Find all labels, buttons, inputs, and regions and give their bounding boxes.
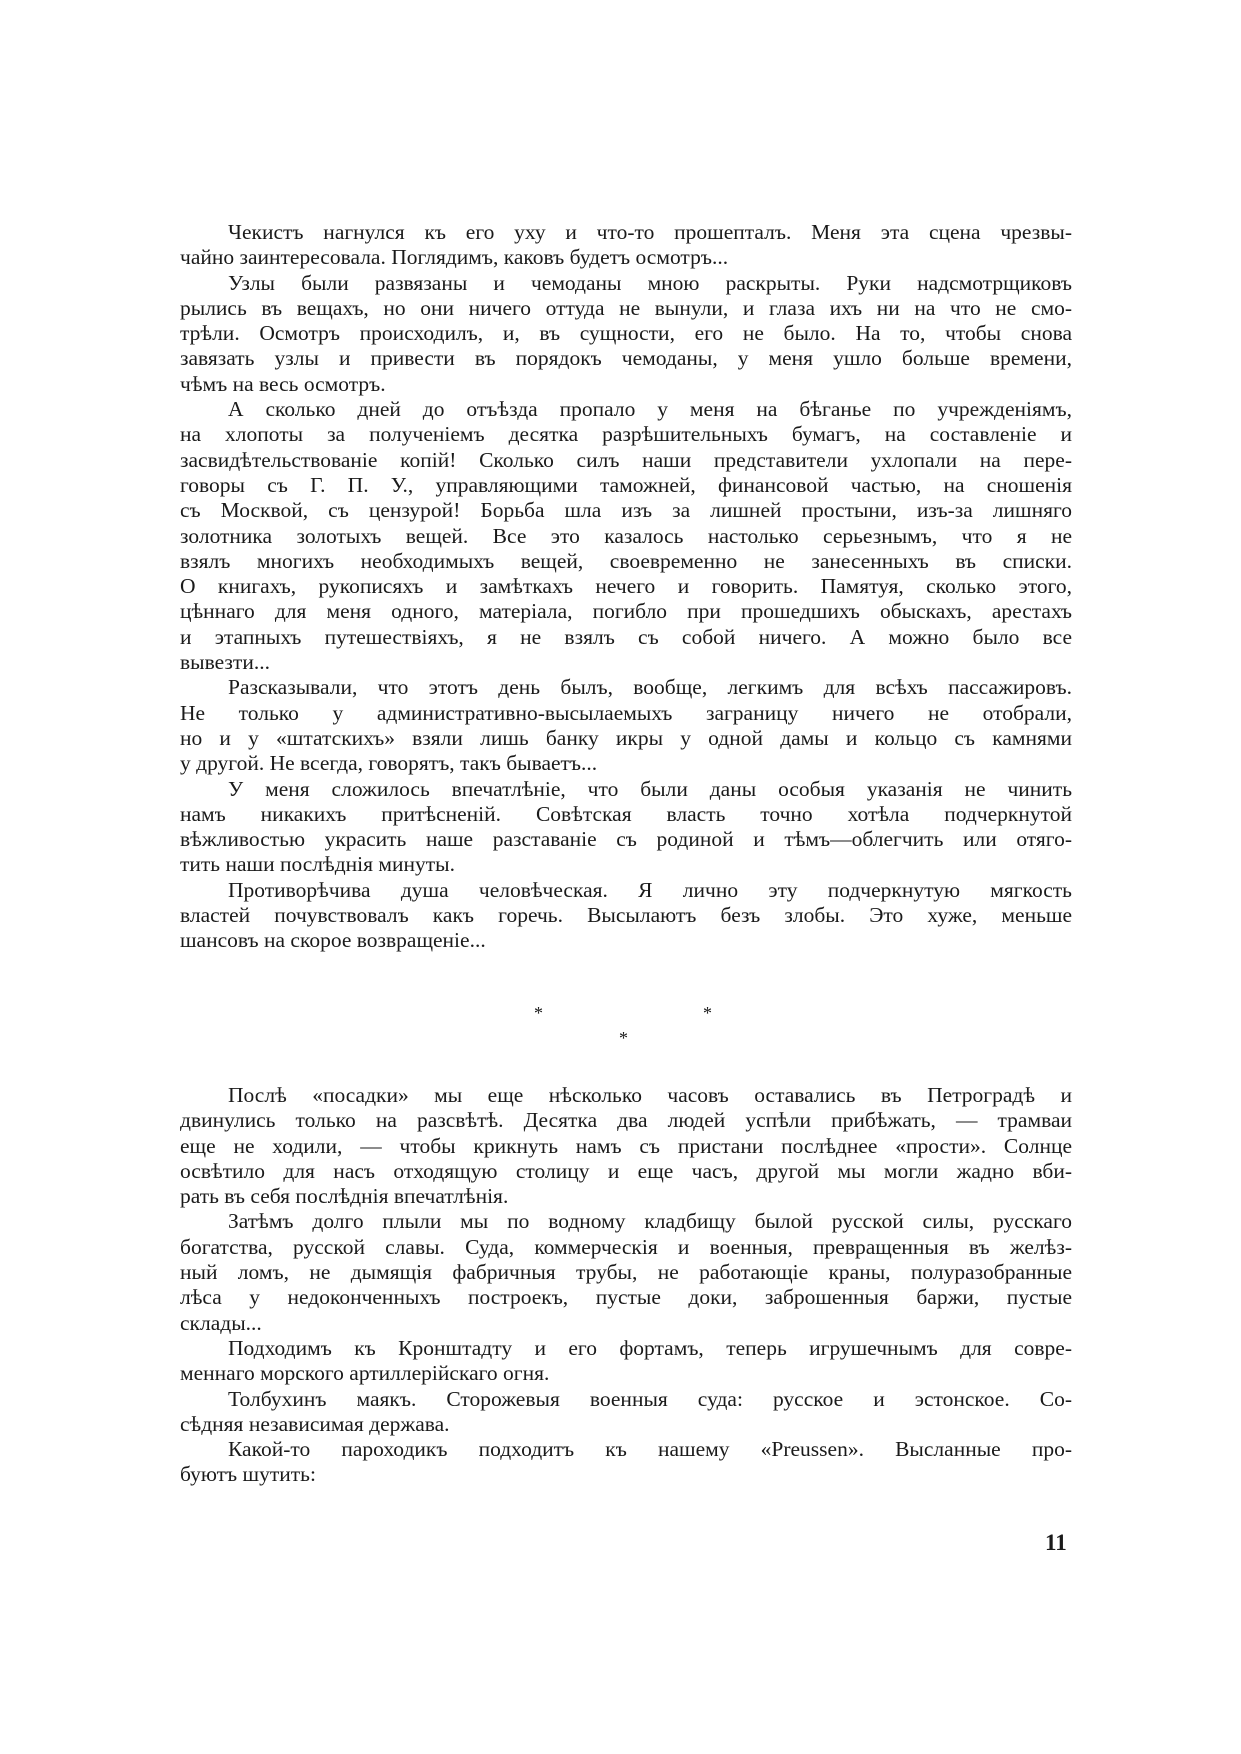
text-line: намъ никакихъ притѣсненій. Совѣтская власть точно хотѣла подчеркнутой — [180, 801, 1072, 826]
text-line: шансовъ на скорое возвращеніе... — [180, 928, 486, 953]
paragraph — [180, 1437, 1072, 1488]
text-line: ный ломъ, не дымящія фабричныя трубы, не работающіе краны, полуразобранные — [180, 1260, 1072, 1285]
text-line: но и у «штатскихъ» взяли лишь банку икры у одной дамы и кольцо съ камнями — [180, 725, 1072, 750]
text-line: цѣннаго для меня одного, матеріала, погибло при прошедшихъ обыскахъ, арестахъ — [180, 599, 1072, 624]
text-line: золотника золотыхъ вещей. Все это казалось настолько серьезнымъ, что я не — [180, 523, 1072, 548]
paragraph — [180, 878, 1072, 954]
text-line: Разсказывали, что этотъ день былъ, вообще, легкимъ для всѣхъ пассажировъ. — [228, 675, 1072, 700]
text-line: Какой-то пароходикъ подходитъ къ нашему «Preussen». Высланные про- — [228, 1437, 1072, 1462]
text-line: рылись въ вещахъ, но они ничего оттуда не вынули, и глаза ихъ ни на что не смо- — [180, 295, 1072, 320]
text-line: двинулись только на разсвѣтѣ. Десятка два людей успѣли прибѣжать, — трамваи — [180, 1108, 1072, 1133]
text-line: трѣли. Осмотръ происходилъ, и, въ сущности, его не было. На то, чтобы снова — [180, 321, 1072, 346]
text-line: меннаго морского артиллерійскаго огня. — [180, 1361, 550, 1386]
text-line: и этапныхъ путешествіяхъ, я не взялъ съ собой ничего. А можно было все — [180, 624, 1072, 649]
text-line: склады... — [180, 1310, 262, 1335]
paragraph — [180, 777, 1072, 878]
text-section-2 — [180, 1083, 1072, 1488]
text-line: У меня сложилось впечатлѣніе, что были даны особыя указанія не чинить — [228, 776, 1072, 801]
text-line: Узлы были развязаны и чемоданы мною раскрыты. Руки надсмотрщиковъ — [228, 270, 1072, 295]
text-line: богатства, русской славы. Суда, коммерческія и военныя, превращенныя въ желѣз- — [180, 1234, 1072, 1259]
text-line: на хлопоты за полученіемъ десятка разрѣшительныхъ бумагъ, на составленіе и — [180, 422, 1072, 447]
paragraph — [180, 1387, 1072, 1438]
text-line: буютъ шутить: — [180, 1462, 316, 1487]
text-line: чайно заинтересовала. Поглядимъ, каковъ будетъ осмотръ... — [180, 245, 729, 270]
paragraph — [180, 1336, 1072, 1387]
text-line: Затѣмъ долго плыли мы по водному кладбищу былой русской силы, русскаго — [228, 1209, 1072, 1234]
text-line: Не только у административно-высылаемыхъ заграницу ничего не отобрали, — [180, 700, 1072, 725]
text-line: съ Москвой, съ цензурой! Борьба шла изъ за лишней простыни, изъ-за лишняго — [180, 498, 1072, 523]
text-line: освѣтило для насъ отходящую столицу и еще часъ, другой мы могли жадно вби- — [180, 1158, 1072, 1183]
text-line: еще не ходили, — чтобы крикнуть намъ съ пристани послѣднее «прости». Солнце — [180, 1133, 1072, 1158]
text-line: рать въ себя послѣднія впечатлѣнія. — [180, 1184, 509, 1209]
text-line: взялъ многихъ необходимыхъ вещей, своевременно не занесенныхъ въ списки. — [180, 548, 1072, 573]
text-line: сѣдняя независимая держава. — [180, 1411, 450, 1436]
text-line: чѣмъ на весь осмотръ. — [180, 371, 386, 396]
text-line: О книгахъ, рукописяхъ и замѣткахъ нечего и говорить. Памятуя, сколько этого, — [180, 574, 1072, 599]
text-section-1 — [180, 220, 1072, 954]
text-line: Подходимъ къ Кронштадту и его фортамъ, теперь игрушечнымъ для совре- — [228, 1335, 1072, 1360]
text-line: вывезти... — [180, 650, 270, 675]
paragraph — [180, 1209, 1072, 1335]
paragraph — [180, 271, 1072, 397]
text-line: властей почувствовалъ какъ горечь. Высылаютъ безъ злобы. Это хуже, меньше — [180, 903, 1072, 928]
paragraph — [180, 220, 1072, 271]
text-line: вѣжливостью украсить наше разставаніе съ родиной и тѣмъ—облегчить или отяго- — [180, 827, 1072, 852]
page-number: 11 — [1045, 1530, 1067, 1555]
separator-star-icon: * — [703, 1003, 712, 1023]
text-line: тить наши послѣднія минуты. — [180, 852, 455, 877]
text-line: Противорѣчива душа человѣческая. Я лично эту подчеркнутую мягкость — [228, 877, 1072, 902]
paragraph — [180, 397, 1072, 675]
text-line: лѣса у недоконченныхъ построекъ, пустые доки, заброшенныя баржи, пустые — [180, 1285, 1072, 1310]
separator-star-icon: * — [534, 1003, 543, 1023]
paragraph — [180, 1083, 1072, 1209]
text-line: Послѣ «посадки» мы еще нѣсколько часовъ оставались въ Петроградѣ и — [228, 1083, 1072, 1107]
text-line: засвидѣтельствованіе копій! Сколько силъ наши представители ухлопали на пере- — [180, 447, 1072, 472]
text-line: Толбухинъ маякъ. Сторожевыя военныя суда: русское и эстонское. Со- — [228, 1386, 1072, 1411]
paragraph — [180, 675, 1072, 776]
separator-star-icon: * — [619, 1028, 628, 1048]
text-line: говоры съ Г. П. У., управляющими таможней, финансовой частью, на сношенія — [180, 472, 1072, 497]
text-line: у другой. Не всегда, говорятъ, такъ бываетъ... — [180, 751, 598, 776]
text-line: А сколько дней до отъѣзда пропало у меня на бѣганье по учрежденіямъ, — [228, 397, 1072, 422]
text-line: завязать узлы и привести въ порядокъ чемоданы, у меня ушло больше времени, — [180, 346, 1072, 371]
text-line: Чекистъ нагнулся къ его уху и что-то прошепталъ. Меня эта сцена чрезвы- — [228, 220, 1072, 244]
